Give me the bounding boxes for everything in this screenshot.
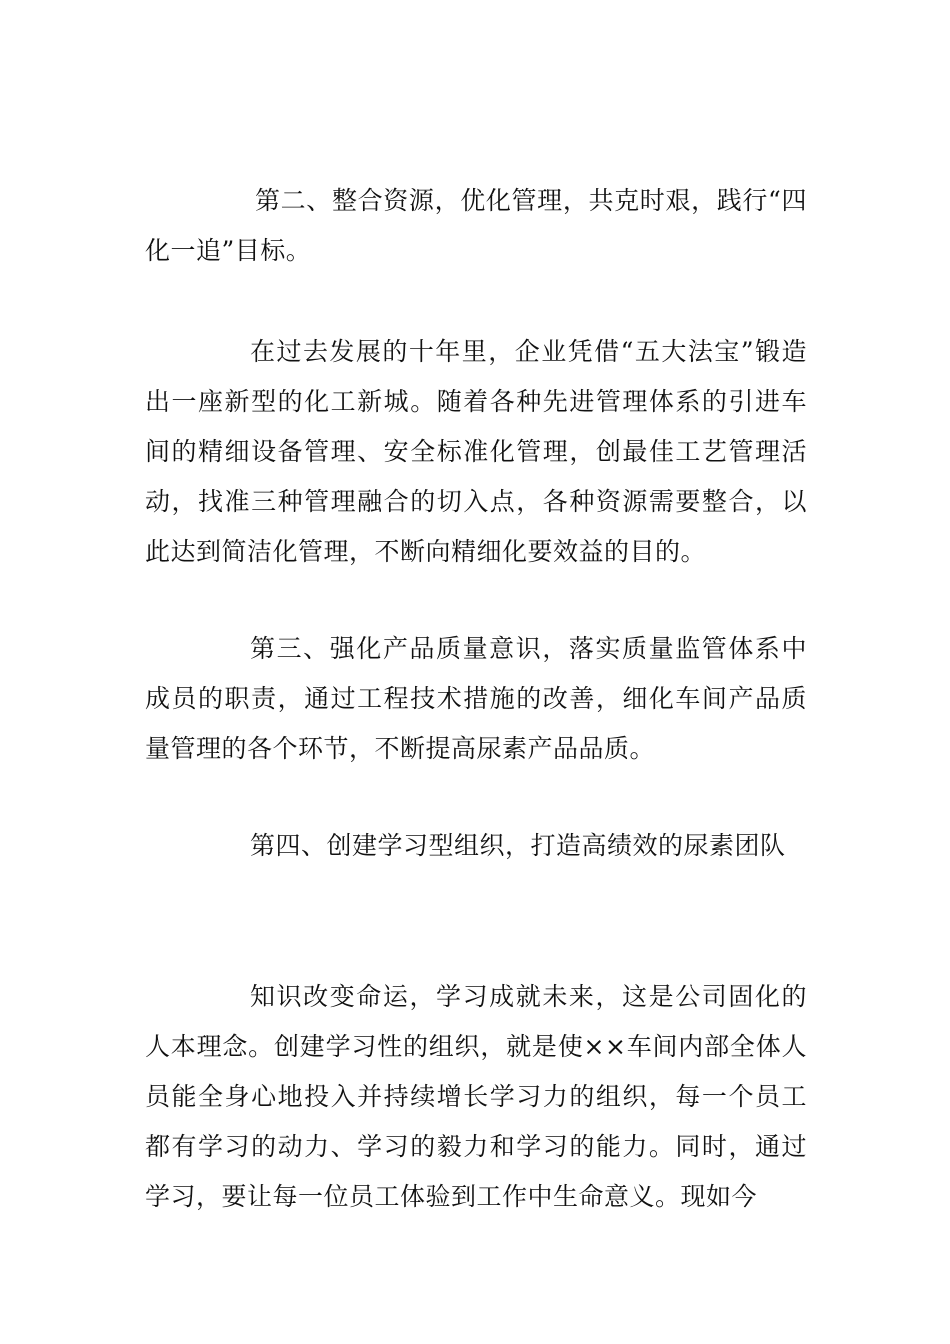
paragraph-body: 在过去发展的十年里，企业凭借“五大法宝”锻造出一座新型的化工新城。随着各种先进管理体系的引进车间的精细设备管理、安全标准化管理，创最佳工艺管理活动，找准三种管理融合的切入点，各种资源需要整合，以此达到简洁化管理，不断向精细化要效益的目的。: [145, 337, 807, 566]
paragraph-point-three: 第三、强化产品质量意识，落实质量监管体系中成员的职责，通过工程技术措施的改善，细化车间产品质量管理的各个环节，不断提高尿素产品品质。: [145, 634, 807, 763]
paragraph-point-two: 第二、整合资源，优化管理，共克时艰，践行“四化一追”目标。: [145, 186, 807, 265]
paragraph-body: 知识改变命运，学习成就未来，这是公司固化的人本理念。创建学习性的组织，就是使××车间内部全体人员能全身心地投入并持续增长学习力的组织，每一个员工都有学习的动力、学习的毅力和学习的能力。同时，通过学习，要让每一位员工体验到工作中生命意义。现如今: [145, 982, 807, 1211]
paragraph-point-four: 第四、创建学习型组织，打造高绩效的尿素团队: [250, 831, 786, 860]
